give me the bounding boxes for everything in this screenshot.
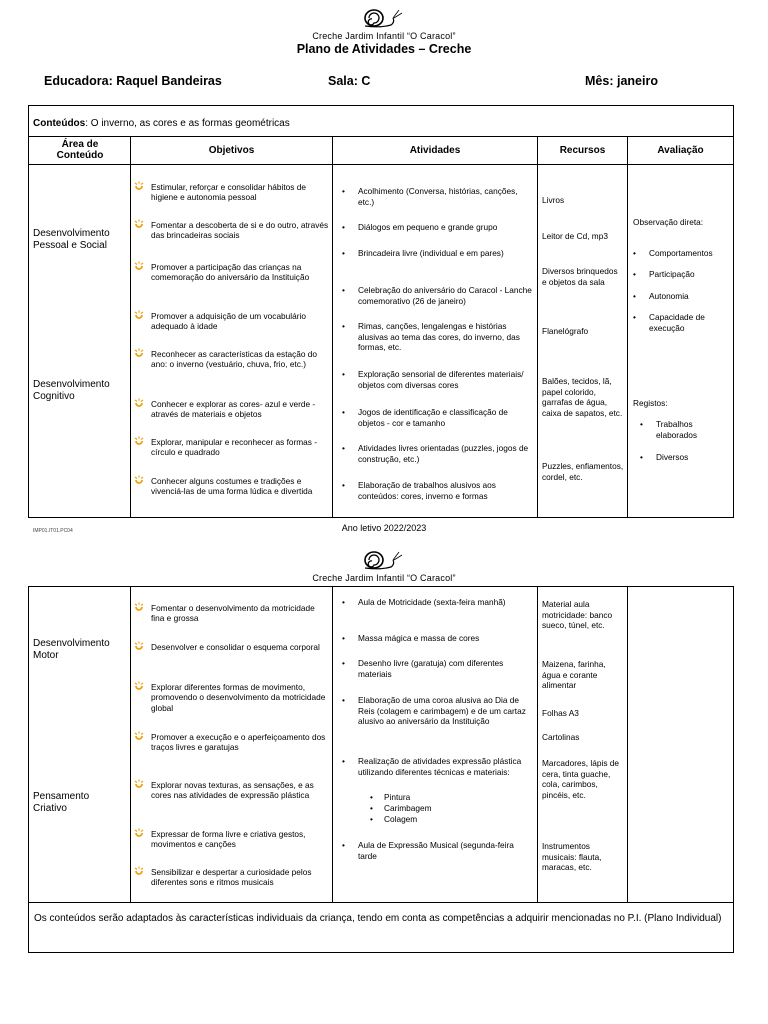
observacao-text: Autonomia — [649, 291, 689, 301]
mes-label: Mês: — [585, 74, 614, 88]
educadora-info — [44, 74, 222, 88]
list-item: • Atividades livres orientadas (puzzles, jogos de construção, etc.) — [342, 443, 529, 464]
sun-bullet-icon — [134, 310, 144, 320]
sun-bullet-icon — [134, 602, 144, 612]
school-name: Creche Jardim Infantil “O Caracol” — [312, 573, 456, 583]
registos-title: Registos: — [633, 398, 668, 408]
list-item — [134, 642, 330, 652]
list-item — [134, 311, 330, 332]
recurso-item: Marcadores, lápis de cera, tinta guache, cola, carimbos, pincéis, etc. — [542, 758, 620, 800]
list-item — [134, 220, 330, 241]
observacao-text: Capacidade de execução — [649, 312, 705, 333]
objetivo-text: Explorar diferentes formas de movimento, promovendo o desenvolvimento da motricidade global — [151, 682, 326, 713]
atividade-text: Elaboração de uma coroa alusiva ao Dia de Reis (colagem e carimbagem) e de um cartaz alusivo ao aniversário da Instituição — [358, 695, 526, 726]
page-title: Plano de Atividades – Creche — [296, 42, 472, 56]
sun-bullet-icon — [134, 181, 144, 191]
header-avaliacao: Avaliação — [657, 145, 704, 156]
recurso-item: Folhas A3 — [542, 708, 579, 718]
list-item — [134, 829, 330, 850]
school-name: Creche Jardim Infantil “O Caracol” — [312, 31, 456, 41]
registo-text: Diversos — [656, 452, 689, 462]
list-item — [134, 603, 330, 624]
list-item: • Massa mágica e massa de cores — [342, 633, 480, 643]
objetivo-text: Desenvolver e consolidar o esquema corporal — [151, 642, 320, 652]
atividade-text: Aula de Motricidade (sexta-feira manhã) — [358, 597, 506, 607]
atividade-text: Exploração sensorial de diferentes materiais/ objetos com diversas cores — [358, 369, 524, 390]
tecnica-text: Pintura — [384, 792, 411, 802]
objetivo-text: Conhecer alguns costumes e tradições e vivenciá-las de uma forma lúdica e divertida — [151, 476, 313, 497]
list-item: • Jogos de identificação e classificação de objetos - cor e tamanho — [342, 407, 508, 428]
area-pessoal-social: Desenvolvimento Pessoal e Social — [33, 228, 110, 251]
educadora-label: Educadora: — [44, 74, 113, 88]
list-item — [134, 867, 330, 888]
sun-bullet-icon — [134, 436, 144, 446]
atividade-text: Acolhimento (Conversa, histórias, canções, etc.) — [358, 186, 518, 207]
recurso-item: Diversos brinquedos e objetos da sala — [542, 266, 618, 287]
tecnica-text: Carimbagem — [384, 803, 432, 813]
list-item — [134, 437, 330, 458]
adaptation-note: Os conteúdos serão adaptados às características individuais da criança, tendo em conta as competências a adquirir mencionadas no P.I. (Plano Individual) — [34, 913, 722, 924]
recurso-item: Puzzles, enfiamentos, cordel, etc. — [542, 461, 624, 482]
header-atividades: Atividades — [409, 145, 461, 156]
header-objetivos: Objetivos — [208, 145, 255, 156]
objetivo-text: Sensibilizar e despertar a curiosidade pelos diferentes sons e ritmos musicais — [151, 867, 312, 888]
list-item: • Celebração do aniversário do Caracol - Lanche comemorativo (26 de janeiro) — [342, 285, 532, 306]
doc-code: IMP01.IT01.PC04 — [33, 528, 73, 534]
objetivo-text: Conhecer e explorar as cores- azul e verde - através de materiais e objetos — [151, 399, 316, 420]
list-item — [134, 399, 330, 420]
list-item: • Elaboração de uma coroa alusiva ao Dia de Reis (colagem e carimbagem) e de um cartaz alusivo ao aniversário da Instituição — [342, 695, 526, 726]
atividade-text: Rimas, canções, lengalengas e histórias alusivas ao tema das cores, do inverno, das formas, etc. — [358, 321, 520, 352]
sun-bullet-icon — [134, 261, 144, 271]
objetivo-text: Reconhecer as características da estação do ano: o inverno (vestuário, chuva, frio, etc.) — [151, 349, 318, 370]
recurso-item: Livros — [542, 195, 565, 205]
list-item: • Diálogos em pequeno e grande grupo — [342, 222, 498, 232]
educadora-value: Raquel Bandeiras — [116, 74, 222, 88]
list-item: • Realização de atividades expressão plástica utilizando diferentes técnicas e materiais: — [342, 756, 522, 777]
list-item: • Exploração sensorial de diferentes materiais/ objetos com diversas cores — [342, 369, 524, 390]
atividade-text: Atividades livres orientadas (puzzles, jogos de construção, etc.) — [358, 443, 529, 464]
tecnica-text: Colagem — [384, 814, 418, 824]
list-item — [134, 349, 330, 370]
recurso-item: Cartolinas — [542, 732, 580, 742]
sun-bullet-icon — [134, 475, 144, 485]
objetivo-text: Explorar novas texturas, as sensações, e as cores nas atividades de expressão plástica — [151, 780, 314, 801]
list-item — [134, 682, 330, 713]
sun-bullet-icon — [134, 219, 144, 229]
list-item: • Desenho livre (garatuja) com diferentes materiais — [342, 658, 504, 679]
conteudos-label: Conteúdos — [33, 118, 86, 129]
recurso-item: Leitor de Cd, mp3 — [542, 231, 608, 241]
header-recursos: Recursos — [559, 145, 606, 156]
header-area — [30, 139, 130, 161]
objetivo-text: Estimular, reforçar e consolidar hábitos de higiene e autonomia pessoal — [151, 182, 306, 203]
atividade-text: Jogos de identificação e classificação de objetos - cor e tamanho — [358, 407, 508, 428]
sala-value: C — [361, 74, 371, 88]
objetivo-text: Fomentar a descoberta de si e do outro, através das brincadeiras sociais — [151, 220, 329, 241]
objetivo-text: Explorar, manipular e reconhecer as formas - círculo e quadrado — [151, 437, 318, 458]
recurso-item: Instrumentos musicais: flauta, maracas, etc. — [542, 841, 602, 872]
atividade-text: Realização de atividades expressão plástica utilizando diferentes técnicas e materiais: — [358, 756, 522, 777]
sun-bullet-icon — [134, 348, 144, 358]
list-item: • Acolhimento (Conversa, histórias, canções, etc.) — [342, 186, 518, 207]
list-item: • Elaboração de trabalhos alusivos aos conteúdos: cores, inverno e formas — [342, 480, 496, 501]
sun-bullet-icon — [134, 731, 144, 741]
area-criativo: Pensamento Criativo — [33, 791, 90, 814]
list-item: • Aula de Expressão Musical (segunda-feira tarde — [342, 840, 514, 861]
area-cognitivo: Desenvolvimento Cognitivo — [33, 379, 110, 402]
school-year: Ano letivo 2022/2023 — [341, 523, 427, 533]
sun-bullet-icon — [134, 779, 144, 789]
sun-bullet-icon — [134, 681, 144, 691]
objetivo-text: Promover a adquisição de um vocabulário adequado à idade — [151, 311, 306, 332]
list-item: • Rimas, canções, lengalengas e histórias alusivas ao tema das cores, do inverno, das formas, etc. — [342, 321, 520, 352]
recurso-item: Material aula motricidade: banco sueco, túnel, etc. — [542, 599, 613, 630]
recurso-item: Flanelógrafo — [542, 326, 589, 336]
observacao-title: Observação direta: — [633, 217, 704, 227]
sala-label: Sala: — [328, 74, 358, 88]
atividade-text: Diálogos em pequeno e grande grupo — [358, 222, 498, 232]
atividade-text: Celebração do aniversário do Caracol - Lanche comemorativo (26 de janeiro) — [358, 285, 532, 306]
conteudos-value: : O inverno, as cores e as formas geométricas — [85, 118, 290, 129]
list-item — [134, 182, 330, 203]
recurso-item: Maizena, farinha, água e corante alimentar — [542, 659, 606, 690]
list-item — [134, 732, 330, 753]
area-motor: Desenvolvimento Motor — [33, 638, 110, 661]
list-item: • Aula de Motricidade (sexta-feira manhã) — [342, 597, 506, 607]
sun-bullet-icon — [134, 641, 144, 651]
sun-bullet-icon — [134, 828, 144, 838]
header-area-line2: Conteúdo — [56, 150, 104, 161]
header-area-line1: Área de — [61, 139, 99, 150]
objetivo-text: Expressar de forma livre e criativa gestos, movimentos e canções — [151, 829, 306, 850]
registo-text: Trabalhos elaborados — [656, 419, 698, 440]
atividade-text: Massa mágica e massa de cores — [358, 633, 480, 643]
list-item: • Brincadeira livre (individual e em pares) — [342, 248, 504, 258]
atividade-text: Aula de Expressão Musical (segunda-feira tarde — [358, 840, 514, 861]
objetivo-text: Promover a participação das crianças na comemoração do aniversário da Instituição — [151, 262, 310, 283]
list-item — [134, 780, 330, 801]
atividade-text: Elaboração de trabalhos alusivos aos conteúdos: cores, inverno e formas — [358, 480, 496, 501]
atividade-text: Brincadeira livre (individual e em pares) — [358, 248, 504, 258]
sala-info — [328, 74, 370, 88]
mes-value: janeiro — [616, 74, 658, 88]
observacao-text: Comportamentos — [649, 248, 713, 258]
snail-logo-icon — [361, 548, 407, 572]
sun-bullet-icon — [134, 398, 144, 408]
sun-bullet-icon — [134, 866, 144, 876]
recurso-item: Balões, tecidos, lã, papel colorido, garrafas de água, caixa de sapatos, etc. — [542, 376, 623, 418]
snail-logo-icon — [361, 6, 407, 30]
conteudos-row — [33, 118, 290, 129]
atividade-text: Desenho livre (garatuja) com diferentes materiais — [358, 658, 504, 679]
observacao-text: Participação — [649, 269, 695, 279]
list-item — [134, 476, 330, 497]
list-item — [134, 262, 330, 283]
objetivo-text: Fomentar o desenvolvimento da motricidade fina e grossa — [151, 603, 315, 624]
mes-info — [585, 74, 658, 88]
objetivo-text: Promover a execução e o aperfeiçoamento dos traços livres e garatujas — [151, 732, 326, 753]
